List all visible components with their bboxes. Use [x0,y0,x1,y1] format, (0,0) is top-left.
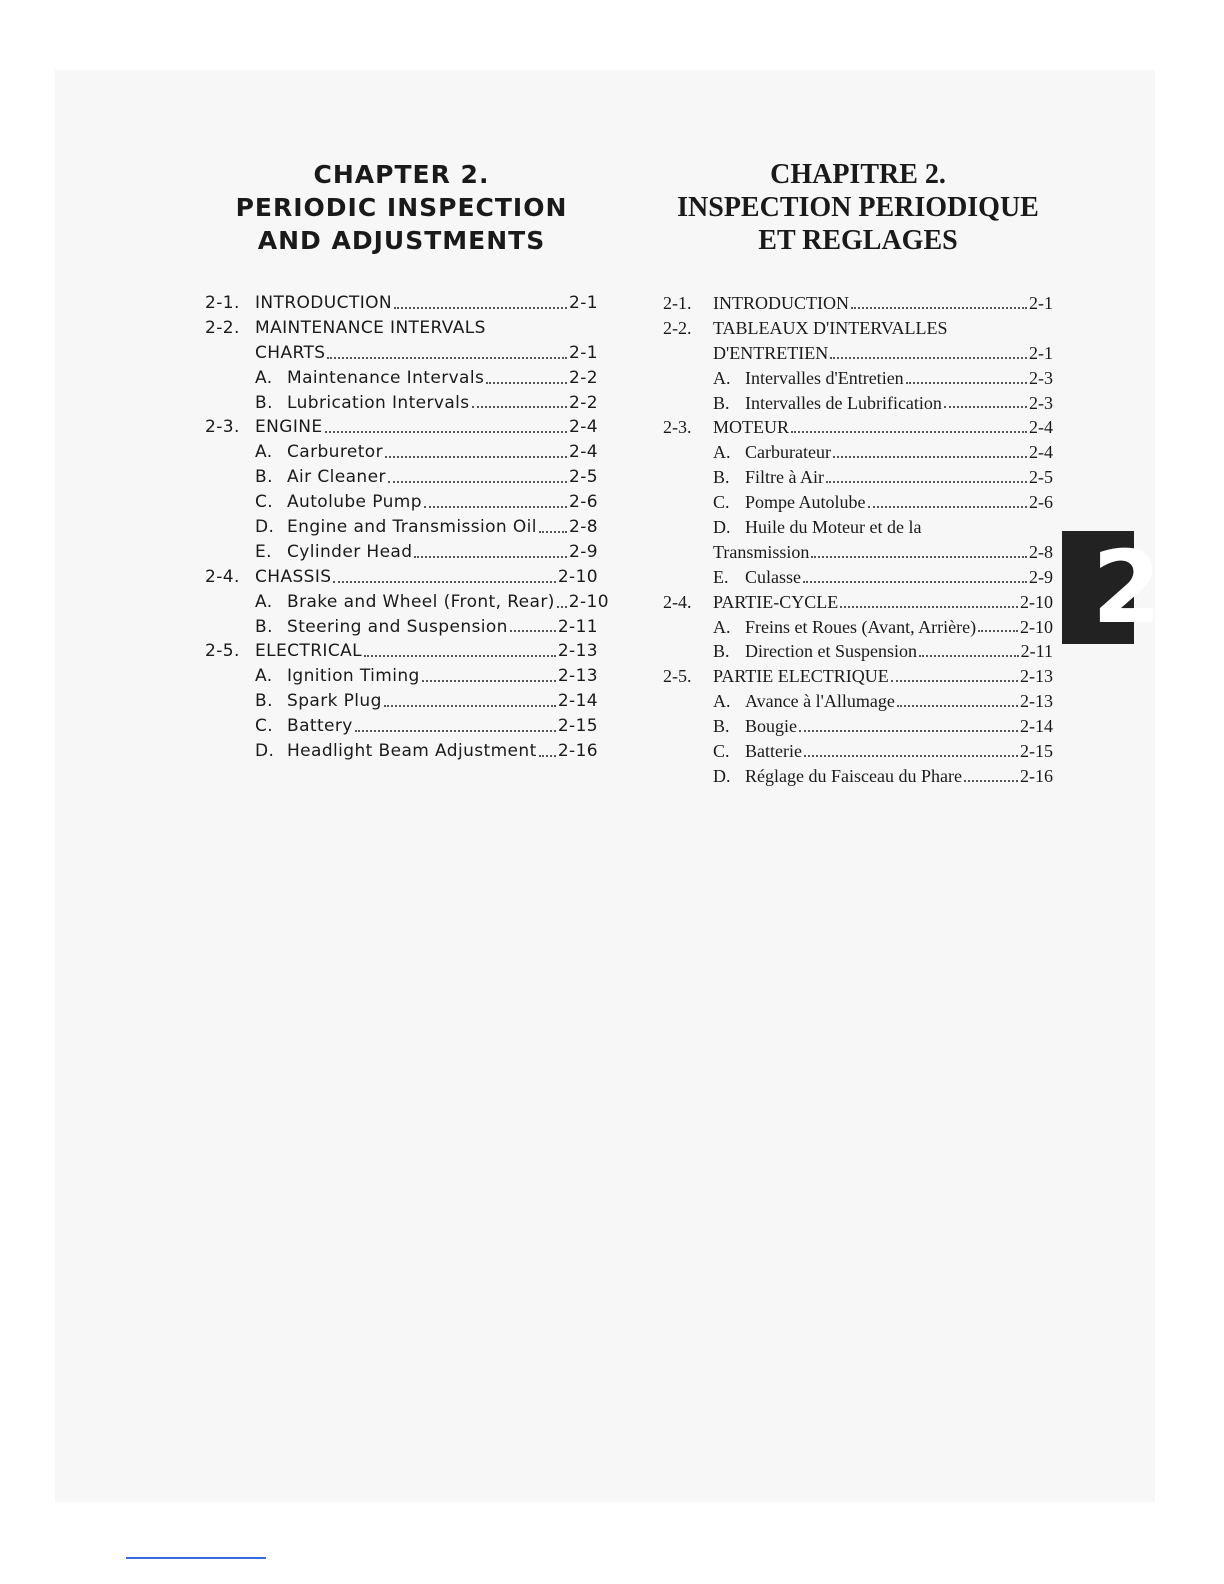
subsection-letter: A. [255,666,273,687]
toc-entry [663,565,1053,590]
page-number: 2-2 [569,367,598,388]
english-table-of-contents [205,291,609,764]
toc-entry [663,316,1053,341]
page-number: 2-10 [1020,591,1053,612]
toc-entry [663,689,1053,714]
section-number: 2-5. [205,641,240,662]
dot-leader [510,615,556,633]
toc-entry [205,440,598,465]
dot-leader [799,714,1018,732]
indent [205,490,255,515]
subsection-letter: B. [713,467,730,488]
page-number: 2-1 [569,342,598,363]
page-number: 2-16 [557,741,598,762]
page-number: 2-4 [569,442,598,463]
dot-leader [964,764,1018,782]
page-number: 2-14 [557,691,598,712]
chapter-tab-number: 2 [1092,529,1162,646]
toc-entry [205,540,598,565]
indent [663,490,713,515]
entry-title: MAINTENANCE INTERVALS [255,317,486,338]
entry-title: INTRODUCTION [255,293,393,313]
title-line: CHAPTER 2. [313,160,490,189]
toc-entry [663,714,1053,739]
toc-entry [205,341,598,366]
indent [663,465,713,490]
section-number: 2-1. [663,293,692,313]
entry-title: PARTIE-CYCLE [713,591,839,612]
entry-title: CHARTS [255,342,326,363]
toc-entry [663,490,1053,515]
entry-title: Steering and Suspension [287,616,508,637]
entry-title: Intervalles d'Entretien [745,367,904,388]
indent [205,391,255,416]
entry-title: Cylinder Head [287,541,413,562]
toc-entry [205,615,598,640]
entry-title: Ignition Timing [287,666,420,687]
page-number: 2-13 [557,666,598,687]
page-number: 2-4 [1029,442,1053,463]
dot-leader [388,465,567,483]
indent [663,565,713,590]
toc-entry [663,615,1053,640]
indent [205,440,255,465]
indent [663,615,713,640]
toc-entry [663,639,1053,664]
indent [663,739,713,764]
subsection-letter: A. [255,442,273,463]
toc-entry [663,440,1053,465]
page-number: 2-10 [557,566,598,587]
section-number: 2-4. [205,566,240,587]
dot-leader [364,639,556,657]
indent [663,515,713,540]
page-number: 2-5 [569,467,598,488]
entry-title: ELECTRICAL [255,641,363,662]
indent [663,391,713,416]
entry-title: Air Cleaner [287,467,386,488]
page-number: 2-4 [569,417,598,438]
toc-entry [205,664,598,689]
toc-entry [205,689,598,714]
toc-entry [663,515,1053,540]
page-number: 2-3 [1029,367,1053,388]
toc-entry [663,540,1053,565]
section-number: 2-4. [663,591,692,612]
entry-title: Headlight Beam Adjustment [287,741,537,762]
dot-leader [804,739,1018,757]
subsection-letter: C. [713,492,730,513]
page-number: 2-11 [1020,641,1053,662]
subsection-letter: E. [255,541,272,562]
subsection-letter: A. [713,367,731,388]
page-number: 2-8 [1029,541,1053,562]
title-line: PERIODIC INSPECTION [235,193,568,222]
dot-leader [978,615,1018,633]
toc-entry [205,590,609,615]
indent [663,440,713,465]
dot-leader [414,540,567,558]
entry-title: Spark Plug [287,691,382,712]
page-number: 2-1 [569,293,598,313]
dot-leader [327,341,567,359]
dot-leader [840,590,1018,608]
page-number: 2-8 [569,517,598,538]
page-number: 2-9 [1029,566,1053,587]
indent [205,465,255,490]
page-number: 2-14 [1020,716,1053,737]
indent [205,366,255,391]
indent [663,341,713,366]
dot-leader [333,565,555,583]
entry-title: Carburateur [745,442,831,463]
entry-title: Freins et Roues (Avant, Arrière) [745,616,977,637]
toc-entry [663,590,1053,615]
indent [205,515,255,540]
subsection-letter: A. [255,591,273,612]
entry-title: Maintenance Intervals [287,367,485,388]
subsection-letter: C. [255,716,274,737]
subsection-letter: D. [713,517,731,538]
dot-leader [424,490,567,508]
entry-title: ENGINE [255,417,323,438]
footer-line [126,1557,266,1559]
entry-title: PARTIE ELECTRIQUE [713,666,889,687]
subsection-letter: A. [255,367,273,388]
indent [663,639,713,664]
page-number: 2-6 [1029,492,1053,513]
title-line: AND ADJUSTMENTS [257,226,546,255]
indent [205,714,255,739]
french-column [663,158,1053,789]
dot-leader [897,689,1018,707]
indent [205,689,255,714]
section-number: 2-3. [205,417,240,438]
toc-entry [205,465,598,490]
toc-entry [663,739,1053,764]
entry-title: CHASSIS [255,566,332,587]
indent [663,714,713,739]
dot-leader [891,664,1018,682]
indent [205,615,255,640]
dot-leader [803,565,1027,583]
entry-title: Filtre à Air [745,467,824,488]
toc-entry [205,639,598,664]
page-number: 2-16 [1020,765,1053,786]
dot-leader [851,291,1027,309]
entry-title: Intervalles de Lubrification [745,392,942,413]
french-chapter-title [663,158,1053,257]
subsection-letter: A. [713,616,731,637]
toc-entry [205,515,598,540]
entry-title: TABLEAUX D'INTERVALLES [713,317,948,338]
entry-title: INTRODUCTION [713,293,849,313]
section-number: 2-1. [205,293,240,313]
dot-leader [830,341,1027,359]
subsection-letter: B. [255,616,273,637]
page-number: 2-10 [568,591,609,612]
toc-entry [663,291,1053,316]
indent [663,689,713,714]
dot-leader [394,291,567,309]
toc-entry [663,366,1053,391]
title-line: ET REGLAGES [758,225,958,256]
entry-title: MOTEUR [713,417,789,438]
entry-title: Batterie [745,741,802,762]
entry-title: Transmission [713,541,810,562]
indent [205,540,255,565]
dot-leader [791,415,1027,433]
dot-leader [472,391,567,409]
toc-entry [663,664,1053,689]
subsection-letter: D. [713,765,731,786]
entry-title: Engine and Transmission Oil [287,517,537,538]
subsection-letter: B. [713,641,730,662]
dot-leader [826,465,1027,483]
entry-title: D'ENTRETIEN [713,342,829,363]
page-number: 2-1 [1029,293,1053,313]
toc-entry [205,714,598,739]
entry-title: Réglage du Faisceau du Phare [745,765,962,786]
toc-entry [205,739,598,764]
subsection-letter: B. [255,392,273,413]
french-table-of-contents [663,291,1053,789]
toc-entry [205,291,598,316]
entry-title: Pompe Autolube [745,492,866,513]
page-number: 2-4 [1029,417,1053,438]
page-number: 2-15 [557,716,598,737]
toc-entry [663,764,1053,789]
page-number: 2-5 [1029,467,1053,488]
english-chapter-title [205,158,598,257]
subsection-letter: A. [713,691,731,712]
subsection-letter: B. [255,467,273,488]
entry-title: Direction et Suspension [745,641,917,662]
dot-leader [539,515,567,533]
indent [205,590,255,615]
entry-title: Brake and Wheel (Front, Rear) [287,591,555,612]
subsection-letter: D. [255,741,275,762]
toc-entry [205,391,598,416]
subsection-letter: C. [713,741,730,762]
page-number: 2-9 [569,541,598,562]
dot-leader [944,391,1027,409]
indent [663,764,713,789]
dot-leader [486,366,567,384]
dot-leader [833,440,1027,458]
dot-leader [422,664,556,682]
page-number: 2-1 [1029,342,1053,363]
dot-leader [868,490,1028,508]
dot-leader [385,440,567,458]
dot-leader [384,689,556,707]
page-number: 2-13 [1020,666,1053,687]
dot-leader [906,366,1027,384]
indent [663,366,713,391]
entry-title: Bougie [745,716,797,737]
dot-leader [811,540,1027,558]
toc-entry [205,316,598,341]
title-line: CHAPITRE 2. [770,159,946,190]
subsection-letter: A. [713,442,731,463]
page-number: 2-2 [569,392,598,413]
subsection-letter: B. [255,691,273,712]
indent [205,341,255,366]
section-number: 2-3. [663,417,692,438]
entry-title: Carburetor [287,442,383,463]
entry-title: Culasse [745,566,801,587]
subsection-letter: B. [713,716,730,737]
toc-entry [205,490,598,515]
page-number: 2-13 [1020,691,1053,712]
indent [205,664,255,689]
entry-title: Huile du Moteur et de la [745,517,922,538]
toc-entry [663,465,1053,490]
page-number: 2-10 [1020,616,1053,637]
title-line: INSPECTION PERIODIQUE [677,192,1039,223]
dot-leader [539,739,556,757]
indent [663,540,713,565]
section-number: 2-5. [663,666,692,687]
section-number: 2-2. [205,317,240,338]
entry-title: Lubrication Intervals [287,392,470,413]
toc-entry [205,565,598,590]
section-number: 2-2. [663,317,692,338]
toc-entry [205,415,598,440]
subsection-letter: E. [713,566,729,587]
page-number: 2-15 [1020,741,1053,762]
toc-entry [663,415,1053,440]
indent [205,739,255,764]
dot-leader [355,714,556,732]
dot-leader [919,639,1019,657]
toc-entry [663,341,1053,366]
toc-entry [205,366,598,391]
entry-title: Battery [287,716,353,737]
entry-title: Avance à l'Allumage [745,691,895,712]
page-number: 2-3 [1029,392,1053,413]
page-number: 2-13 [557,641,598,662]
subsection-letter: B. [713,392,730,413]
subsection-letter: C. [255,492,274,513]
subsection-letter: D. [255,517,275,538]
chapter-tab [1062,529,1162,646]
dot-leader [557,590,567,608]
page-number: 2-6 [569,492,598,513]
page-number: 2-11 [557,616,598,637]
dot-leader [325,415,568,433]
toc-entry [663,391,1053,416]
entry-title: Autolube Pump [287,492,422,513]
english-column [205,158,609,764]
